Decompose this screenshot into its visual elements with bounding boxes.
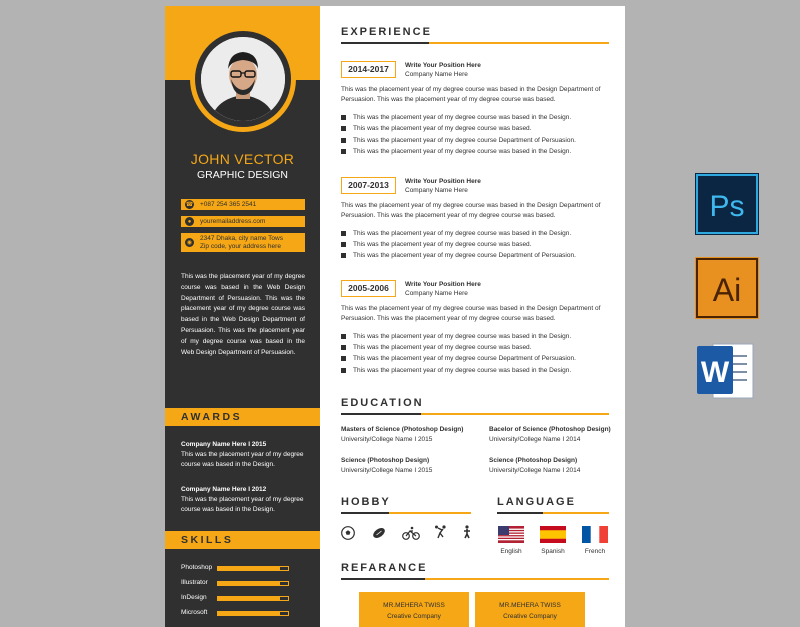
soccer-ball-icon [341,526,355,540]
france-flag-icon [582,526,608,543]
education-item: Science (Photoshop Design) University/College Name I 2015 [341,457,433,474]
skills-heading: SKILLS [165,531,320,549]
skill-bar-fill [218,582,280,585]
svg-text:Ps: Ps [709,190,745,223]
experience-bullet: This was the placement year of my degree course was based in the Design. [341,333,609,340]
experience-bullet: This was the placement year of my degree course Department of Persuasion. [341,355,609,362]
illustrator-icon [695,257,759,319]
experience-description: This was the placement year of my degree course was based in the Design Department of Persuasion. This was the placement year of my degree course was based. [341,305,601,322]
experience-bullet: This was the placement year of my degree course was based in the Design. [341,230,609,237]
reference-card: MR.MEHERA TWISS Creative Company [359,592,469,627]
basketball-player-icon [434,525,448,539]
hobby-heading: HOBBY [341,496,391,508]
education-item: Bacelor of Science (Photoshop Design) University/College Name I 2014 [489,426,611,443]
profile-role: GRAPHIC DESIGN [196,169,288,181]
profile-photo-frame [190,26,296,132]
rugby-ball-icon [372,526,386,540]
language-label: Spanish [541,548,565,555]
microsoft-word-icon [695,340,759,402]
contact-email[interactable]: ● youremailaddress.com [181,216,305,227]
resume-page [165,6,625,627]
experience-heading: EXPERIENCE [341,26,432,38]
skill-item: Microsoft [181,608,305,618]
experience-description: This was the placement year of my degree course was based in the Design Department of Persuasion. This was the placement year of my degree course was based. [341,202,601,219]
section-divider [341,42,609,44]
section-divider [341,578,609,580]
language-heading: LANGUAGE [497,496,576,508]
awards-heading: AWARDS [165,408,320,426]
contact-phone: ☎ +087 254 365 2541 [181,199,305,210]
experience-bullet: This was the placement year of my degree course was based. [341,125,609,132]
experience-position: Write Your Position Here Company Name Here [405,281,481,297]
education-item: Science (Photoshop Design) University/College Name I 2014 [489,457,581,474]
experience-description: This was the placement year of my degree course was based in the Design Department of Persuasion. This was the placement year of my degree course was based. [341,86,601,103]
award-item: Company Name Here I 2015 This was the placement year of my degree course was based in the Design. [181,441,304,468]
skill-item: Photoshop [181,563,305,573]
experience-position: Write Your Position Here Company Name Here [405,178,481,194]
experience-bullet: This was the placement year of my degree course Department of Persuasion. [341,252,609,259]
reference-card: MR.MEHERA TWISS Creative Company [475,592,585,627]
language-label: French [584,548,606,555]
usa-flag-icon [498,526,524,543]
experience-bullet: This was the placement year of my degree course Department of Persuasion. [341,137,609,144]
contact-address: ◉ 2347 Dhaka, city name Tows Zip code, your address here [181,233,305,252]
experience-bullet: This was the placement year of my degree course was based in the Design. [341,114,609,121]
globe-icon: ● [185,217,194,226]
phone-icon: ☎ [185,202,194,208]
experience-years: 2014-2017 [341,61,396,78]
photoshop-icon [695,173,759,235]
skill-bar-fill [218,567,280,570]
profile-photo [201,37,285,121]
svg-text:Ai: Ai [712,272,742,308]
bicycle-icon [402,526,420,540]
skill-item: InDesign [181,593,305,603]
language-label: English [500,548,522,555]
svg-text:W: W [700,356,730,389]
experience-years: 2005-2006 [341,280,396,297]
skill-bar-fill [218,597,280,600]
experience-bullet: This was the placement year of my degree course was based. [341,241,609,248]
experience-position: Write Your Position Here Company Name Here [405,62,481,78]
runner-icon [460,525,474,539]
experience-years: 2007-2013 [341,177,396,194]
section-divider [341,512,471,514]
location-pin-icon: ◉ [186,239,193,246]
reference-heading: REFARANCE [341,562,428,574]
profile-name: JOHN VECTOR [190,151,295,167]
experience-bullet: This was the placement year of my degree course was based in the Design. [341,148,609,155]
education-heading: EDUCATION [341,397,424,409]
spain-flag-icon [540,526,566,543]
skill-item: Illustrator [181,578,305,588]
experience-bullet: This was the placement year of my degree course was based in the Design. [341,367,609,374]
section-divider [497,512,609,514]
education-item: Masters of Science (Photoshop Design) University/College Name I 2015 [341,426,464,443]
skill-bar-fill [218,612,280,615]
section-divider [341,413,609,415]
experience-bullet: This was the placement year of my degree course was based. [341,344,609,351]
resume-sidebar [165,6,320,627]
award-item: Company Name Here I 2012 This was the placement year of my degree course was based in the Design. [181,486,304,513]
about-text: This was the placement year of my degree course was based in the Web Design Department of Persuasion. This was the placement year of my degree course was based in the Web Design Department of Persuasion. This was the placement year of my degree course was based in the Web Design Department of Persuasion. [181,273,305,356]
